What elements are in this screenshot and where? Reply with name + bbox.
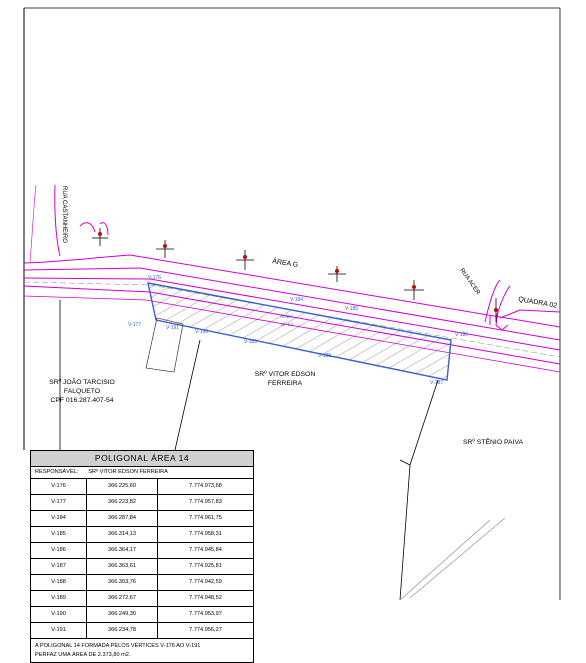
cell-x: 366.225,60	[87, 479, 158, 494]
cell-vertex: V-186	[31, 543, 87, 558]
cell-vertex: V-187	[31, 559, 87, 574]
pole-5	[404, 280, 424, 300]
polygon-coordinates-table	[30, 450, 254, 663]
vertex-label-v177: V-177	[128, 322, 142, 328]
cell-x: 366.314,13	[87, 527, 158, 542]
table-title: POLIGONAL ÁREA 14	[31, 451, 253, 467]
cell-y: 7.774.961,75	[189, 515, 222, 521]
table-responsavel	[31, 467, 253, 479]
responsavel-label: RESPONSÁVEL:	[35, 469, 79, 475]
rua-acer-label: RUA ACER	[458, 267, 481, 297]
owner-west-line1: SRº JOÃO TARCISIO	[49, 379, 115, 386]
table-row	[31, 495, 253, 511]
owner-mid-line1: SRº VITOR EDSON	[254, 371, 316, 378]
vertex-label-v176: V-176	[148, 275, 162, 281]
cell-vertex: V-177	[31, 495, 87, 510]
cell-x: 366.287,84	[87, 511, 158, 526]
vertex-label-v186: V-186	[455, 332, 469, 338]
table-row	[31, 575, 253, 591]
owner-east: SRº STÊNIO PAIVA	[462, 439, 524, 446]
table-row	[31, 559, 253, 575]
vertex-label-v184: V-184	[290, 297, 304, 303]
cell-y: 7.774.958,31	[189, 531, 222, 537]
vertex-label-v185: V-185	[345, 306, 359, 312]
cell-vertex: V-191	[31, 623, 87, 638]
cell-vertex: V-188	[31, 575, 87, 590]
cell-y: 7.774.956,27	[189, 627, 222, 633]
cell-y: 7.774.973,68	[189, 483, 222, 489]
table-row	[31, 527, 253, 543]
cell-x: 366.223,82	[87, 495, 158, 510]
cell-vertex: V-185	[31, 527, 87, 542]
vertex-label-v188: V-188	[318, 353, 332, 359]
table-row	[31, 479, 253, 495]
table-rows	[31, 479, 253, 639]
table-note-line2: PERFAZ UMA ÁREA DE 2.373,80 m2.	[35, 652, 131, 658]
cell-y: 7.774.925,81	[189, 563, 222, 569]
table-row	[31, 591, 253, 607]
table-row	[31, 511, 253, 527]
table-row	[31, 623, 253, 639]
cell-y: 7.774.942,59	[189, 579, 222, 585]
cell-y: 7.774.957,83	[189, 499, 222, 505]
cell-x: 366.249,30	[87, 607, 158, 622]
cell-vertex: V-176	[31, 479, 87, 494]
vertex-label-v187: V-187	[430, 380, 444, 386]
table-note-line1: A POLIGONAL 14 FORMADA PELOS VÉRTICES V-176 AO V-191	[35, 643, 201, 649]
pole-4	[328, 266, 346, 282]
table-row	[31, 543, 253, 559]
responsavel-value: SRº VITOR EDSON FERREIRA	[88, 469, 168, 475]
table-note	[31, 639, 253, 662]
cell-x: 366.272,67	[87, 591, 158, 606]
pole-2	[156, 240, 174, 258]
owner-mid-line2: FERREIRA	[267, 380, 303, 387]
vertex-label-v191: V-191	[166, 325, 180, 331]
cell-vertex: V-189	[31, 591, 87, 606]
rua-castanheiro-label: RUA CASTANHEIRO	[61, 186, 67, 243]
cell-y: 7.774.945,84	[189, 547, 222, 553]
area-14-label-line1: ÁREA	[280, 315, 294, 320]
cell-vertex: V-190	[31, 607, 87, 622]
cell-y: 7.774.953,97	[189, 611, 222, 617]
cell-x: 366.303,76	[87, 575, 158, 590]
owner-west-line2: FALQUETO	[63, 388, 101, 395]
quadra-label: QUADRA 02	[517, 296, 558, 310]
cell-x: 366.234,78	[87, 623, 158, 638]
vertex-label-v189: V-189	[244, 339, 258, 345]
cell-y: 7.774.948,52	[189, 595, 222, 601]
vertex-label-v190: V-190	[195, 329, 209, 335]
area-g-label: ÁREA G	[271, 258, 299, 270]
cell-x: 366.363,61	[87, 559, 158, 574]
table-row	[31, 607, 253, 623]
owner-west-line3: CPF 016.287.407-54	[50, 397, 114, 404]
pole-3	[236, 250, 254, 270]
area-14-label-line2: Nº 14	[281, 323, 293, 328]
cell-x: 366.364,17	[87, 543, 158, 558]
cell-vertex: V-184	[31, 511, 87, 526]
